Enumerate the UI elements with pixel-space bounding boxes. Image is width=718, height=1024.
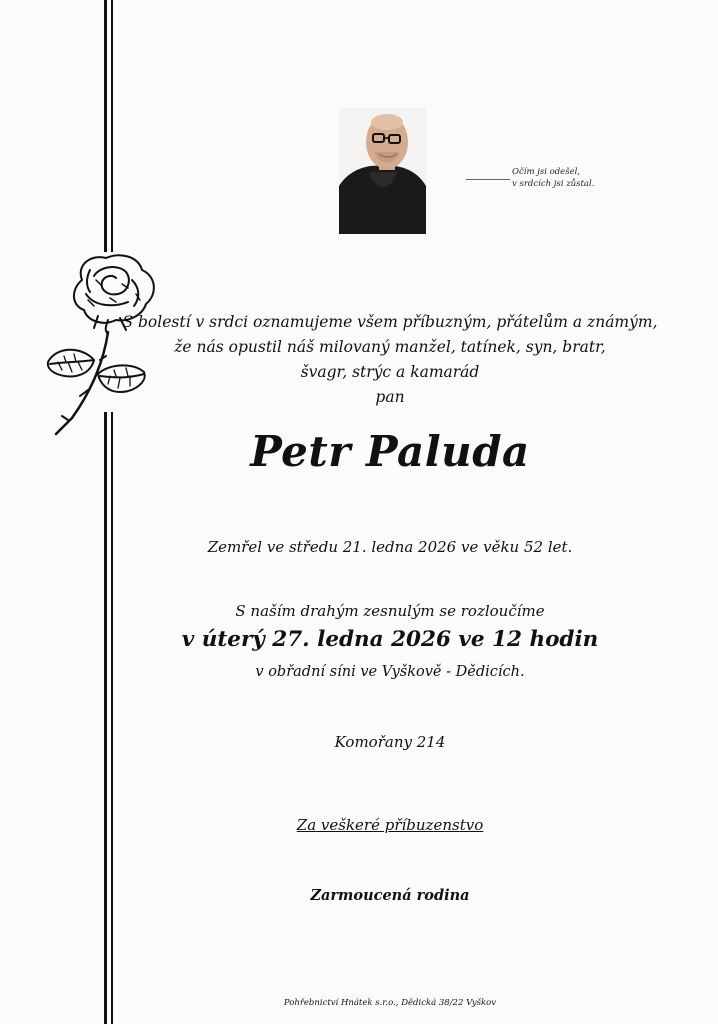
deceased-name: Petr Paluda [250,427,530,476]
motto-divider [466,179,510,180]
death-notice: Zemřel ve středu 21. ledna 2026 ve věku 52 let. [207,538,573,556]
funeral-service-footer: Pohřebnictví Hnátek s.r.o., Dědická 38/22 Vyškov [283,998,497,1008]
family-header: Za veškeré příbuzenstvo [296,816,484,834]
motto-line-1: Očím jsi odešel, [512,167,581,177]
announcement-line-2: že nás opustil náš milovaný manžel, tatínek, syn, bratr, [174,338,606,356]
signature: Zarmoucená rodina [310,887,470,904]
farewell-line-1: S naším drahým zesnulým se rozloučíme [235,602,545,620]
announcement-text [120,310,660,410]
motto-line-2: v srdcích jsi zůstal. [512,179,595,189]
announcement-line-3: švagr, strýc a kamarád [300,363,480,381]
family-address: Komořany 214 [334,733,446,751]
farewell-date-time: v úterý 27. ledna 2026 ve 12 hodin [181,627,599,652]
portrait-photo [339,108,426,234]
announcement-line-1: S bolestí v srdci oznamujeme všem příbuzným, přátelům a známým, [122,313,658,331]
motto [512,166,594,190]
border-line-thin [111,0,113,1024]
announcement-line-4: pan [375,388,405,406]
farewell-location: v obřadní síni ve Vyškově - Dědicích. [255,664,525,680]
border-line-thick [104,0,107,1024]
